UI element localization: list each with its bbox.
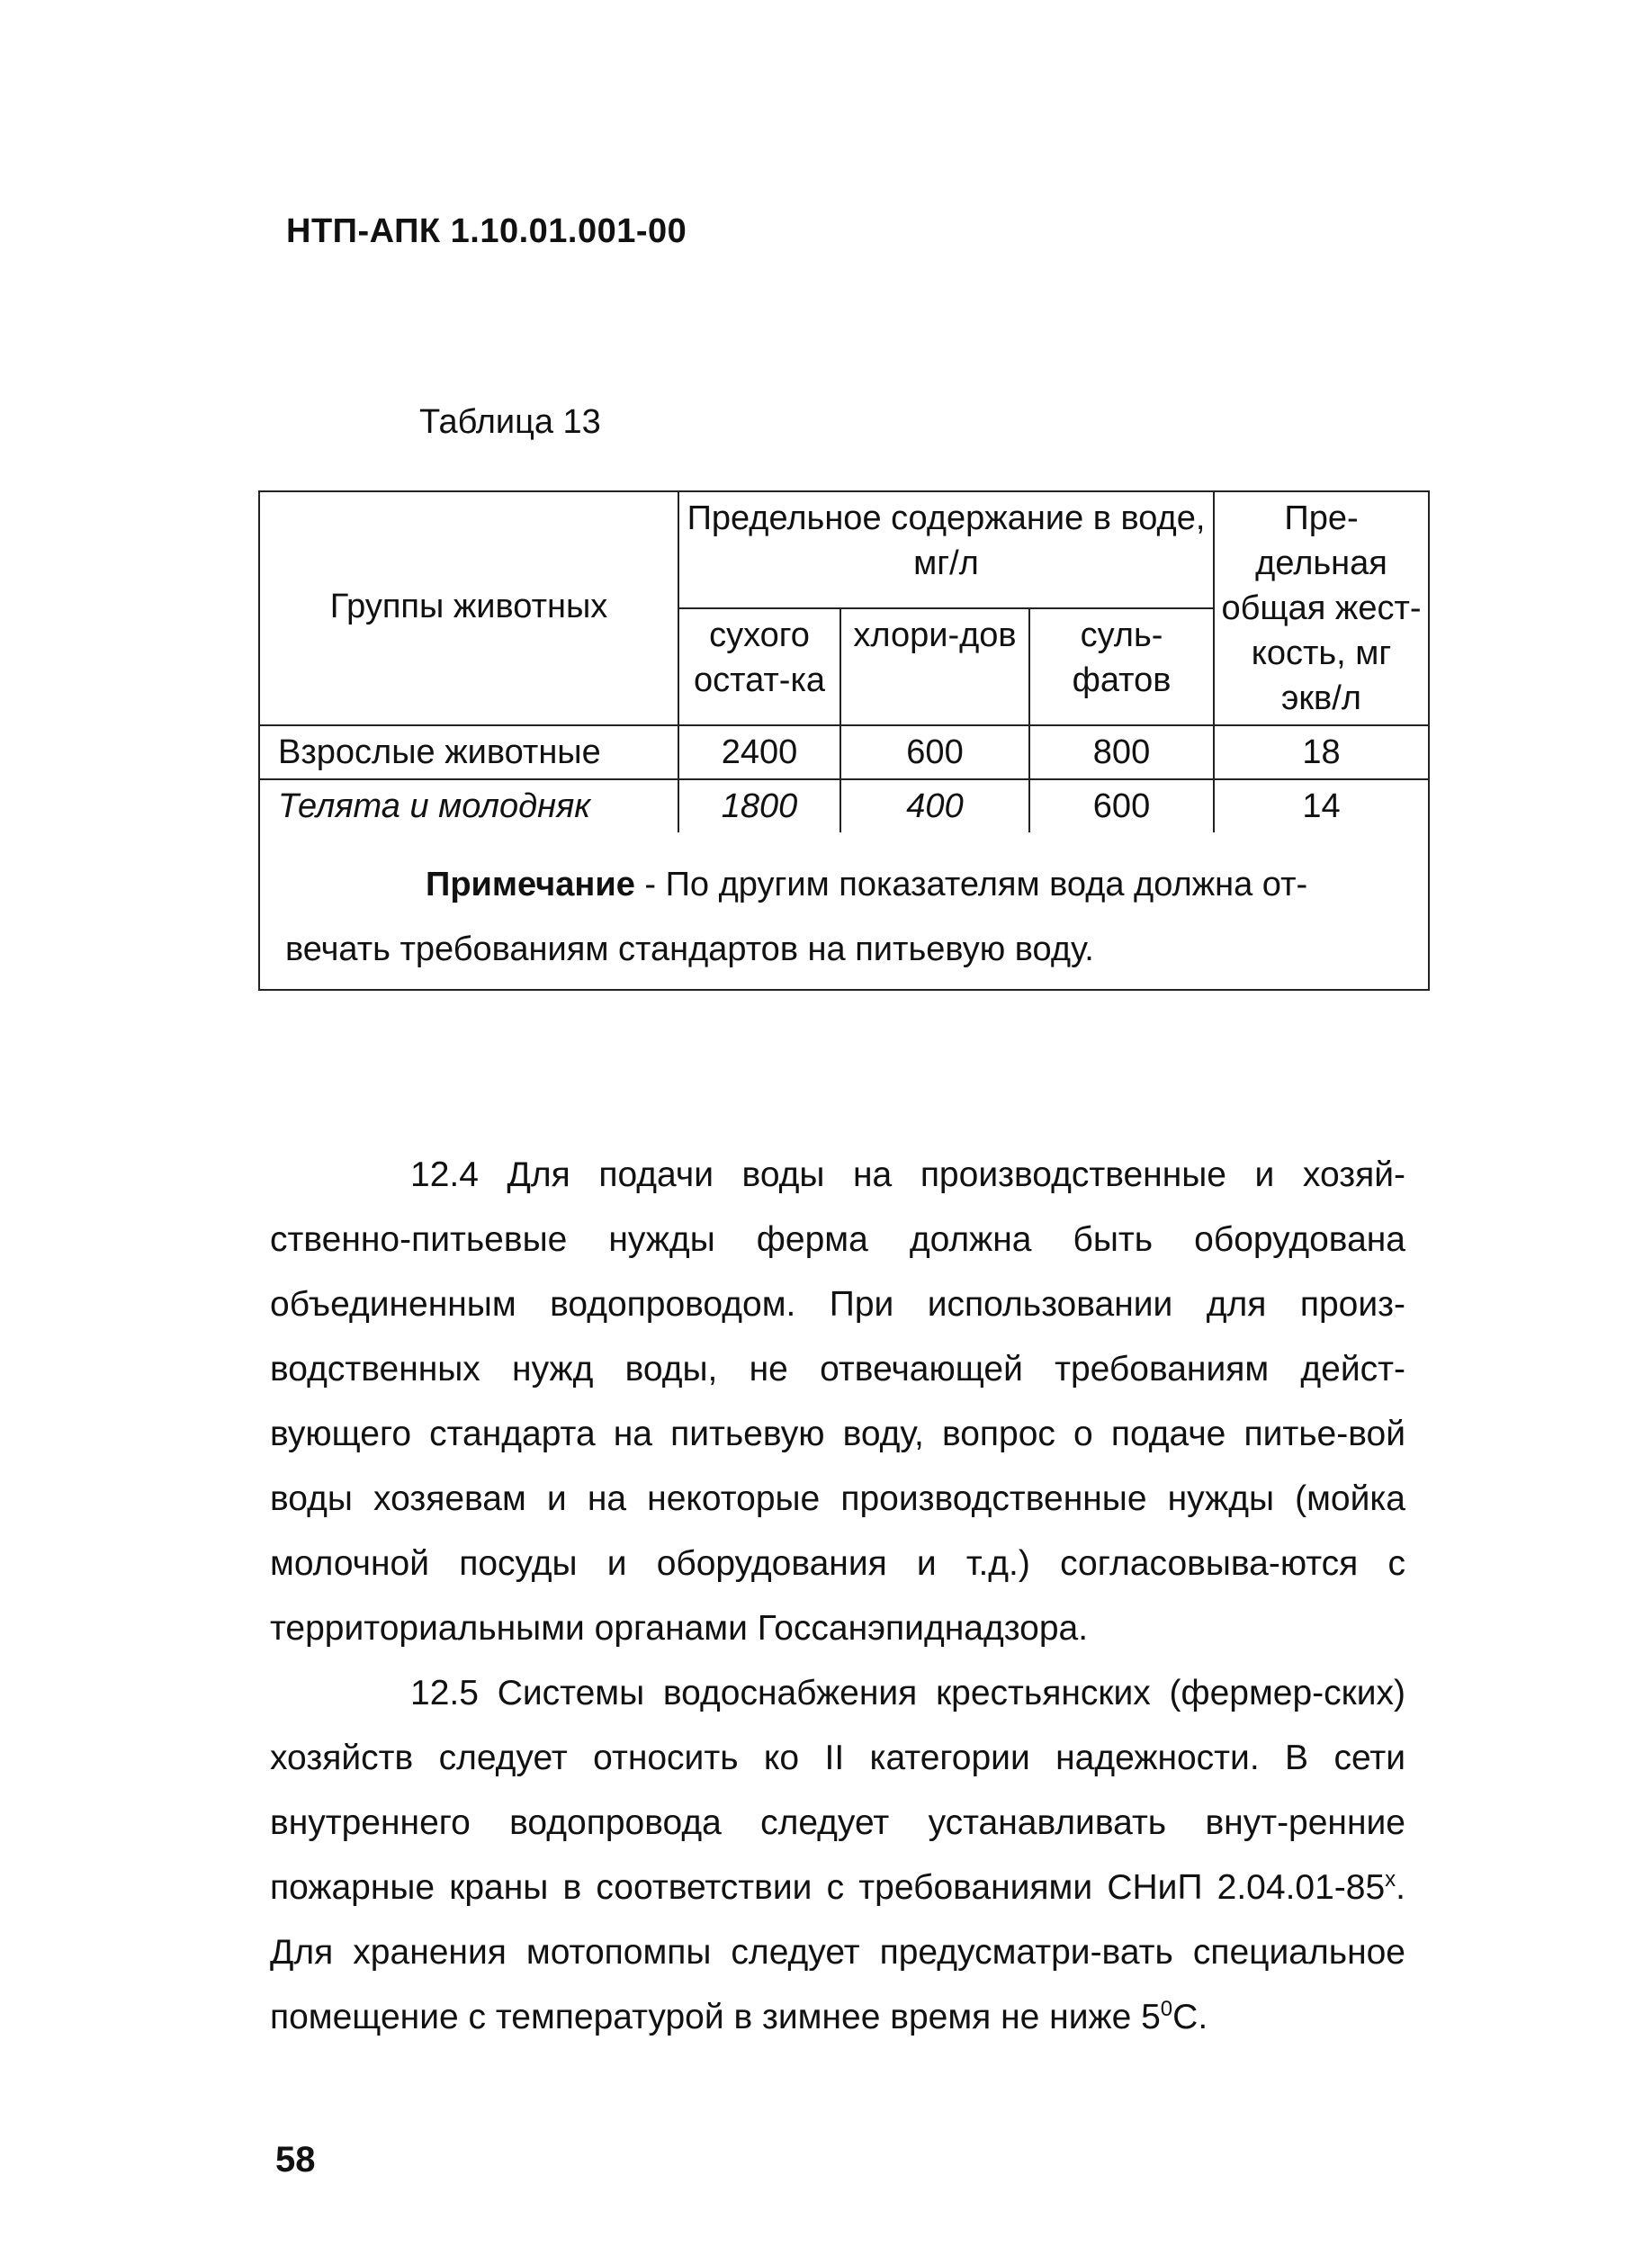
table-caption: Таблица 13 — [419, 403, 601, 441]
page-number: 58 — [275, 2140, 316, 2180]
sub-header-chlorides: хлори-дов — [840, 608, 1029, 725]
paragraph-text-b: . Для хранения мотопомпы следует предусматри-вать специальное помещение с температурой в зимнее время не ниже 5 — [270, 1868, 1405, 2036]
row-dry-residue: 1800 — [678, 779, 840, 832]
col-header-group: Группы животных — [259, 491, 678, 725]
table-note-row — [259, 832, 1429, 990]
row-chlorides: 600 — [840, 725, 1029, 779]
note-label: Примечание — [426, 866, 635, 903]
note-text: - По другим показателям вода должна от-вечать требованиям стандартов на питьевую воду. — [285, 866, 1308, 968]
row-chlorides: 400 — [840, 779, 1029, 832]
col-header-hardness: Пре-дельная общая жест-кость, мг экв/л — [1214, 491, 1429, 725]
paragraph-text-c: С. — [1172, 1998, 1208, 2036]
table-header-row — [259, 491, 1429, 608]
row-hardness: 14 — [1214, 779, 1429, 832]
paragraph-12-5 — [270, 1661, 1405, 2050]
paragraph-text: 12.4 Для подачи воды на производственные и хозяй-ственно-питьевые нужды ферма должна быть оборудована объединенным водопроводом. При использовании для произ-водственных нужд воды, не отвечающей требованиям дейст-вующего стандарта на питьевую воду, вопрос о подаче питье-вой воды хозяевам и на некоторые производственные нужды (мойка молочной посуды и оборудования и т.д.) согласовыва-ются с территориальными органами Госсанэпиднадзора. — [270, 1155, 1405, 1648]
water-limits-table — [258, 490, 1430, 991]
paragraph-12-4 — [270, 1143, 1405, 1661]
sub-header-dry-residue: сухого остат-ка — [678, 608, 840, 725]
col-header-limit: Предельное содержание в воде, мг/л — [678, 491, 1214, 608]
superscript-degree: 0 — [1160, 1997, 1173, 2021]
table-row — [259, 725, 1429, 779]
sub-header-sulfates: суль-фатов — [1029, 608, 1214, 725]
table-note — [259, 832, 1429, 990]
document-header: НТП-АПК 1.10.01.001-00 — [286, 212, 687, 250]
row-group: Взрослые животные — [259, 725, 678, 779]
row-sulfates: 600 — [1029, 779, 1214, 832]
superscript-x: х — [1385, 1867, 1396, 1892]
table-row — [259, 779, 1429, 832]
row-sulfates: 800 — [1029, 725, 1214, 779]
row-dry-residue: 2400 — [678, 725, 840, 779]
row-hardness: 18 — [1214, 725, 1429, 779]
paragraph-text-a: 12.5 Системы водоснабжения крестьянских (фермер-ских) хозяйств следует относить ко II категории надежности. В сети внутреннего водопровода следует устанавливать внут-ренние пожарные краны в соответствии с требованиями СНиП 2.04.01-85 — [270, 1674, 1405, 1907]
row-group: Телята и молодняк — [259, 779, 678, 832]
